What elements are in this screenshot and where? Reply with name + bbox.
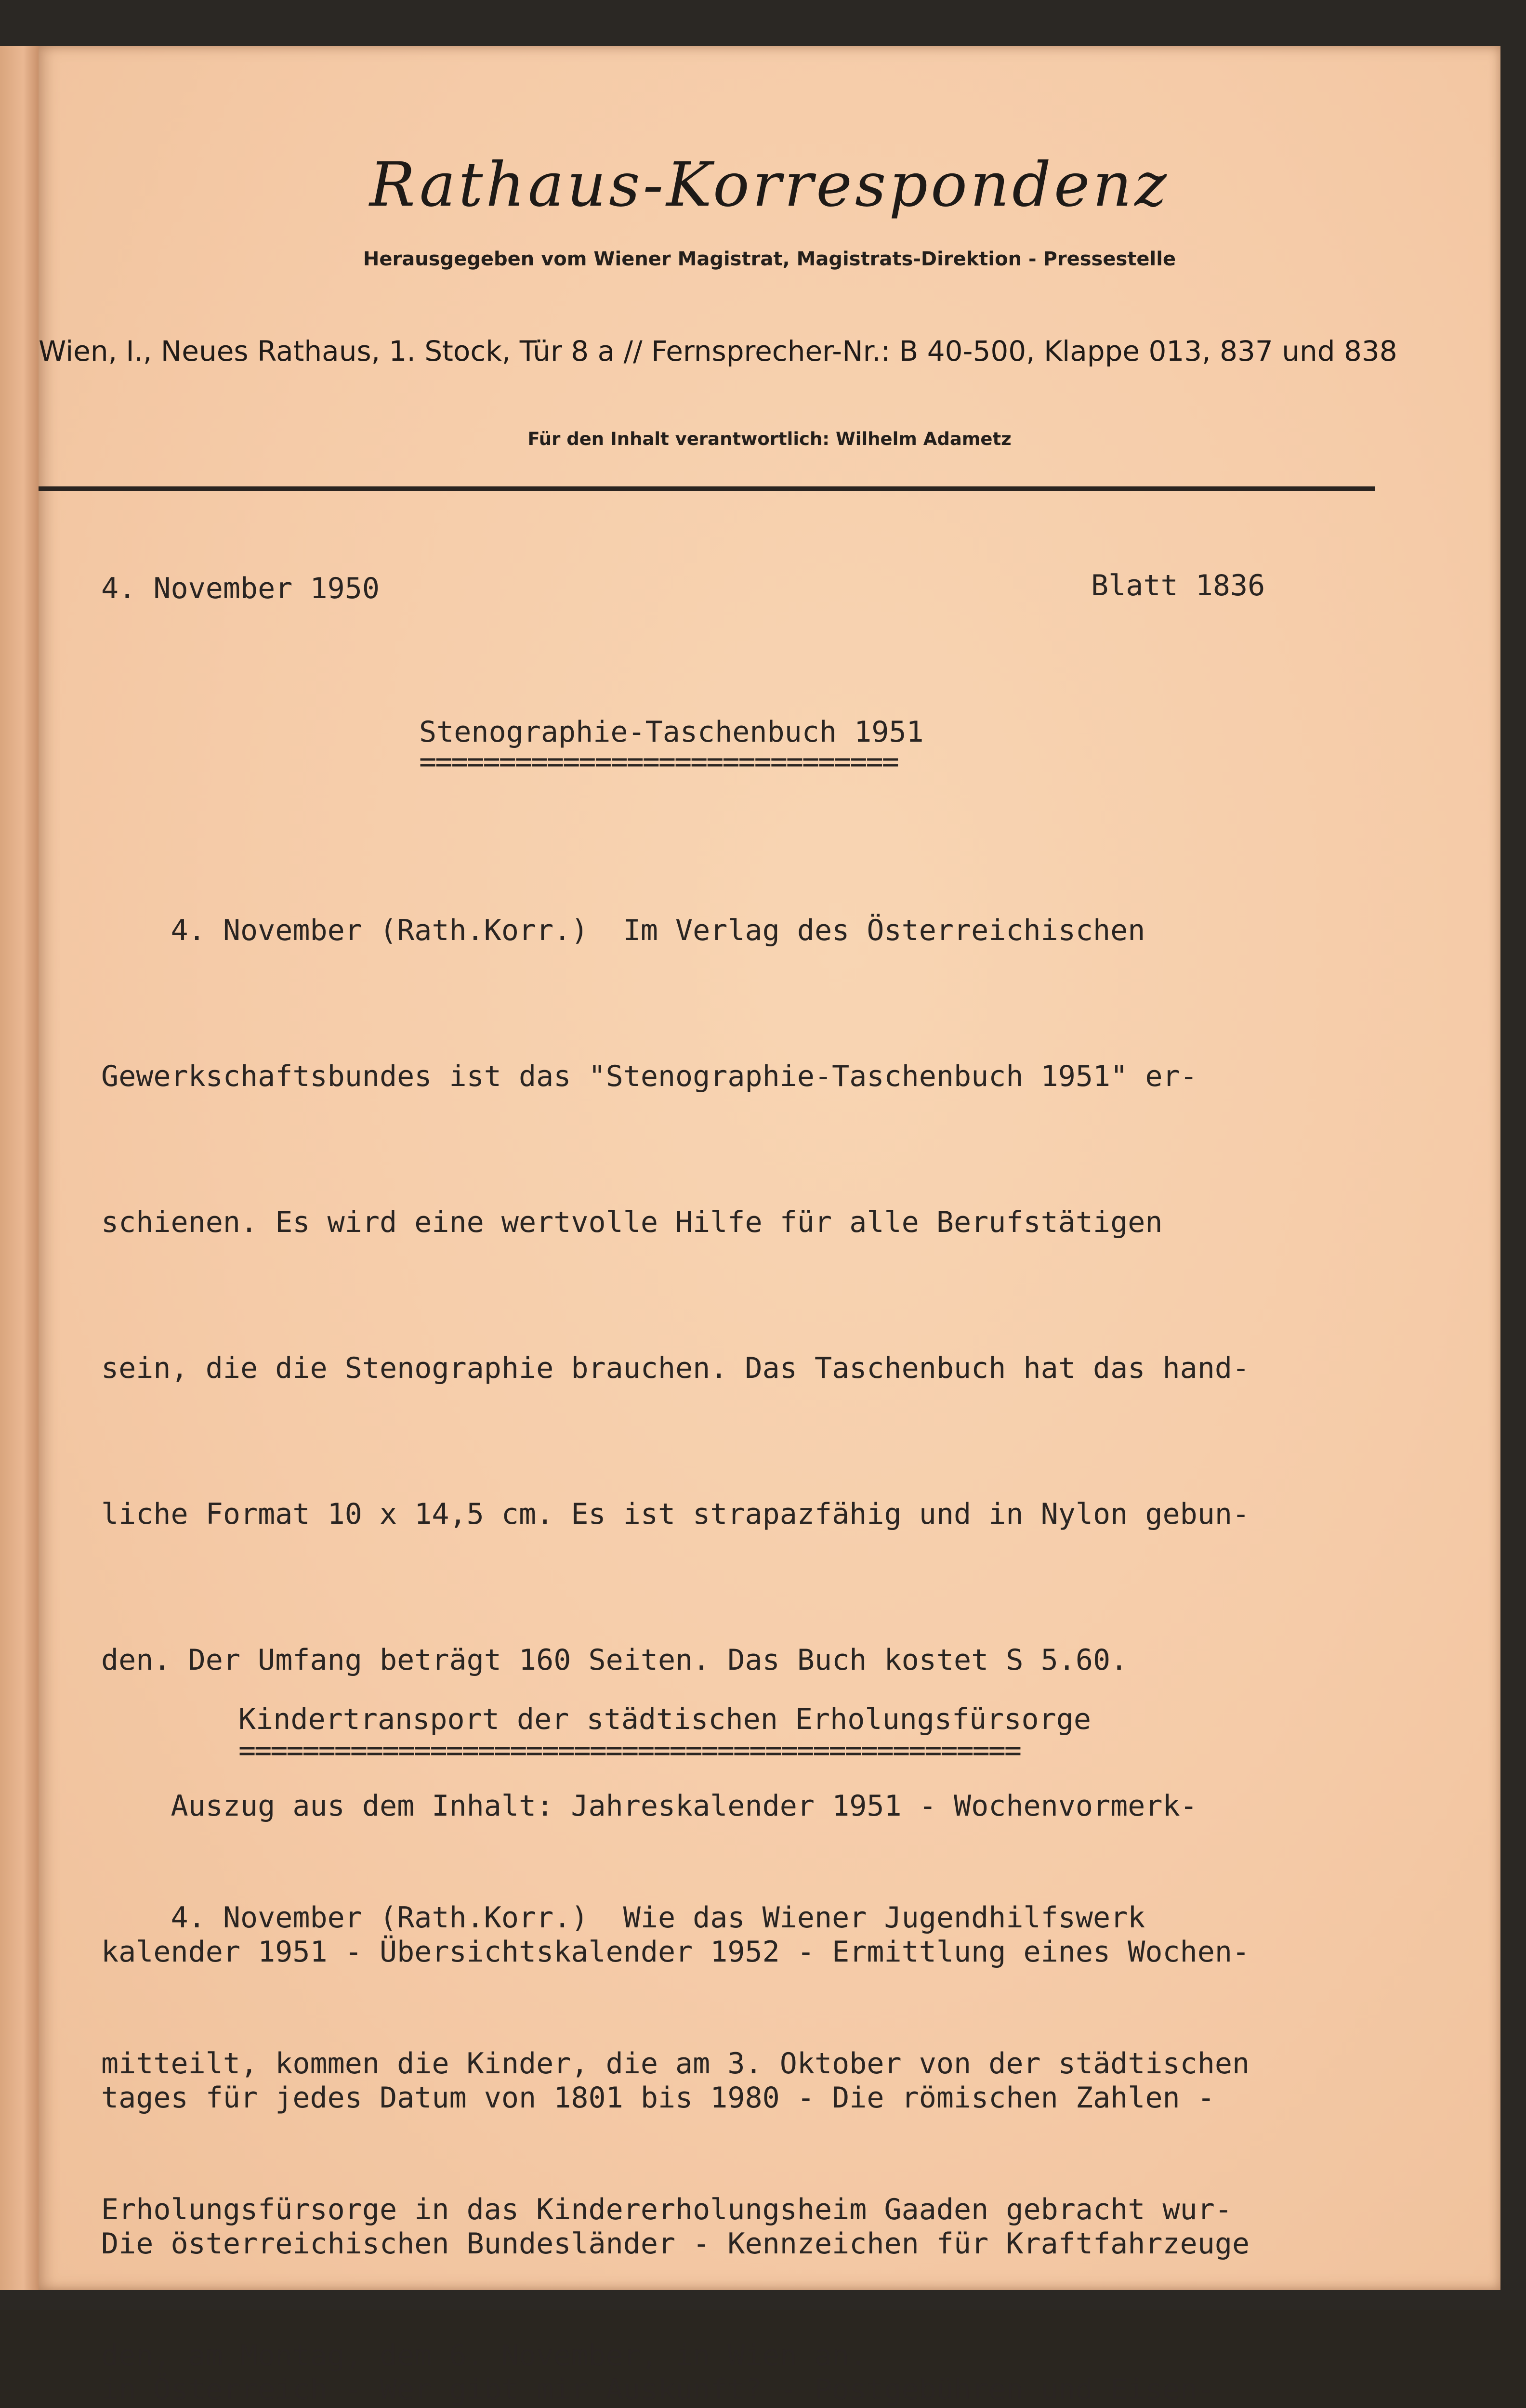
article-1-line: Die österreichischen Bundesländer - Kennzeichen für Kraftfahrzeuge [101, 2227, 1250, 2261]
article-2-line: mitteilt, kommen die Kinder, die am 3. Oktober von der städtischen [101, 2047, 1250, 2081]
article-1-line: sein, die die Stenographie brauchen. Das Taschenbuch hat das hand- [101, 1351, 1250, 1385]
article-2-line: den, am Montag, dem 6. November, in Wien an. [101, 2339, 867, 2372]
article-2-heading: Kindertransport der städtischen Erholungsfürsorge [238, 1702, 1092, 1736]
article-1-heading: Stenographie-Taschenbuch 1951 [419, 715, 924, 749]
article-1-line: den. Der Umfang beträgt 160 Seiten. Das Buch kostet S 5.60. [101, 1643, 1128, 1677]
article-2-line: Erholungsfürsorge in das Kindererholungsheim Gaaden gebracht wur- [101, 2193, 1232, 2226]
article-1-line: 4. November (Rath.Korr.) Im Verlag des Österreichischen [101, 914, 1145, 947]
document-page [39, 46, 1500, 2407]
article-2-line: 4. November (Rath.Korr.) Wie das Wiener Jugendhilfswerk [101, 1901, 1145, 1935]
article-1-line: liche Format 10 x 14,5 cm. Es ist strapazfähig und in Nylon gebun- [101, 1497, 1250, 1531]
masthead-rule [39, 486, 1375, 491]
masthead-publisher: Herausgegeben vom Wiener Magistrat, Magistrats-Direktion - Pressestelle [363, 248, 1176, 270]
article-1-line: in Österreich - Wer gibt mir Auskunft? - Postgebühren und Eisen- [101, 2373, 1215, 2407]
facing-page-edge [0, 46, 39, 2290]
article-1-underline: ============================== [419, 745, 898, 779]
masthead-address: Wien, I., Neues Rathaus, 1. Stock, Tür 8 a // Fernsprecher-Nr.: B 40-500, Klappe 013, 837 und 838 [39, 335, 1397, 367]
article-1-line: tages für jedes Datum von 1801 bis 1980 - Die römischen Zahlen - [101, 2081, 1215, 2115]
article-1-line: kalender 1951 - Übersichtskalender 1952 - Ermittlung eines Wochen- [101, 1935, 1250, 1969]
masthead-responsible: Für den Inhalt verantwortlich: Wilhelm Adametz [527, 429, 1012, 449]
article-2-body [101, 1796, 1250, 2408]
masthead-title: Rathaus-Korrespondenz [369, 149, 1170, 220]
article-1-line: Auszug aus dem Inhalt: Jahreskalender 1951 - Wochenvormerk- [101, 1789, 1197, 1823]
article-1-line: schienen. Es wird eine wertvolle Hilfe für alle Berufstätigen [101, 1205, 1163, 1239]
dateline-date: 4. November 1950 [101, 572, 380, 605]
article-1-line: Gewerkschaftsbundes ist das "Stenographie-Taschenbuch 1951" er- [101, 1060, 1197, 1093]
dateline-sheet: Blatt 1836 [1091, 569, 1265, 602]
article-2-underline: ================================================= [238, 1734, 1021, 1767]
